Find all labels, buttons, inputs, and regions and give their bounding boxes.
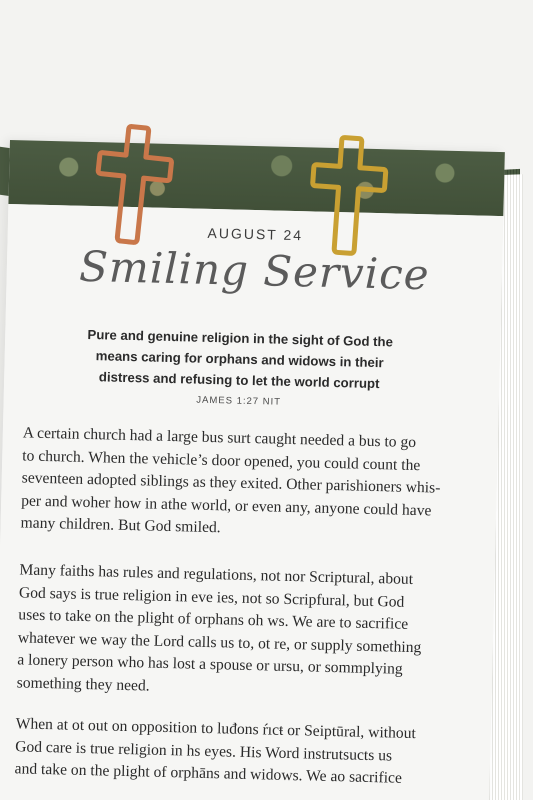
book-page (0, 140, 505, 800)
scripture-verse (74, 324, 405, 395)
cross-bookmark-rose-gold[interactable] (90, 124, 176, 248)
text-line: and take on the plight of orphāns and widows. We ao sacrifice (14, 760, 403, 787)
verse-reference: JAMES 1:27 NIT (196, 394, 282, 408)
text-line: something they need. (16, 673, 150, 695)
text-line: God care is true religion in hs eyes. His Word instrutsucts us (14, 737, 393, 765)
verse-line: distress and refusing to let the world corrupt (98, 369, 380, 392)
page-date: AUGUST 24 (207, 224, 304, 244)
page-title: Smiling Service (78, 241, 431, 300)
cross-bookmark-gold[interactable] (305, 135, 391, 259)
text-line: many children. But God smiled. (20, 514, 221, 537)
verse-line: means caring for orphans and widows in their (95, 348, 384, 371)
text-line: God says is true religion in eve ies, not so Scripfural, but God (18, 583, 405, 611)
paragraph (20, 422, 473, 545)
text-line: to church. When the vehicle’s door opened, you could count the (22, 446, 421, 474)
text-line: per and woher how in athe world, or even any, anyone could have (20, 491, 432, 519)
cross-shape (308, 136, 388, 256)
text-line: a lonery person who has lost a spouse or ursu, or sommplying (17, 651, 403, 678)
text-line: Many faiths has rules and regulations, not nor Scriptural, about (19, 561, 414, 588)
cross-shape (91, 124, 175, 245)
floral-header-band (8, 140, 504, 216)
text-line: When at ot out on opposition to luđons ŕıcŧ or Seiptūral, without (15, 715, 417, 743)
verse-line: Pure and genuine religion in the sight of God the (87, 326, 394, 350)
text-line: uses to take on the plight of orphans oh ws. We are to sacrifice (18, 606, 409, 633)
paragraph (16, 559, 469, 705)
text-line: seventeen adopted siblings as they exited. Other parishioners whis- (21, 469, 441, 497)
text-line: A certain church had a large bus surt caught needed a bus to go (22, 424, 417, 452)
text-line: whatever we way the Lord calls us to, ot re, or supply something (17, 628, 422, 656)
paragraph (14, 713, 466, 791)
